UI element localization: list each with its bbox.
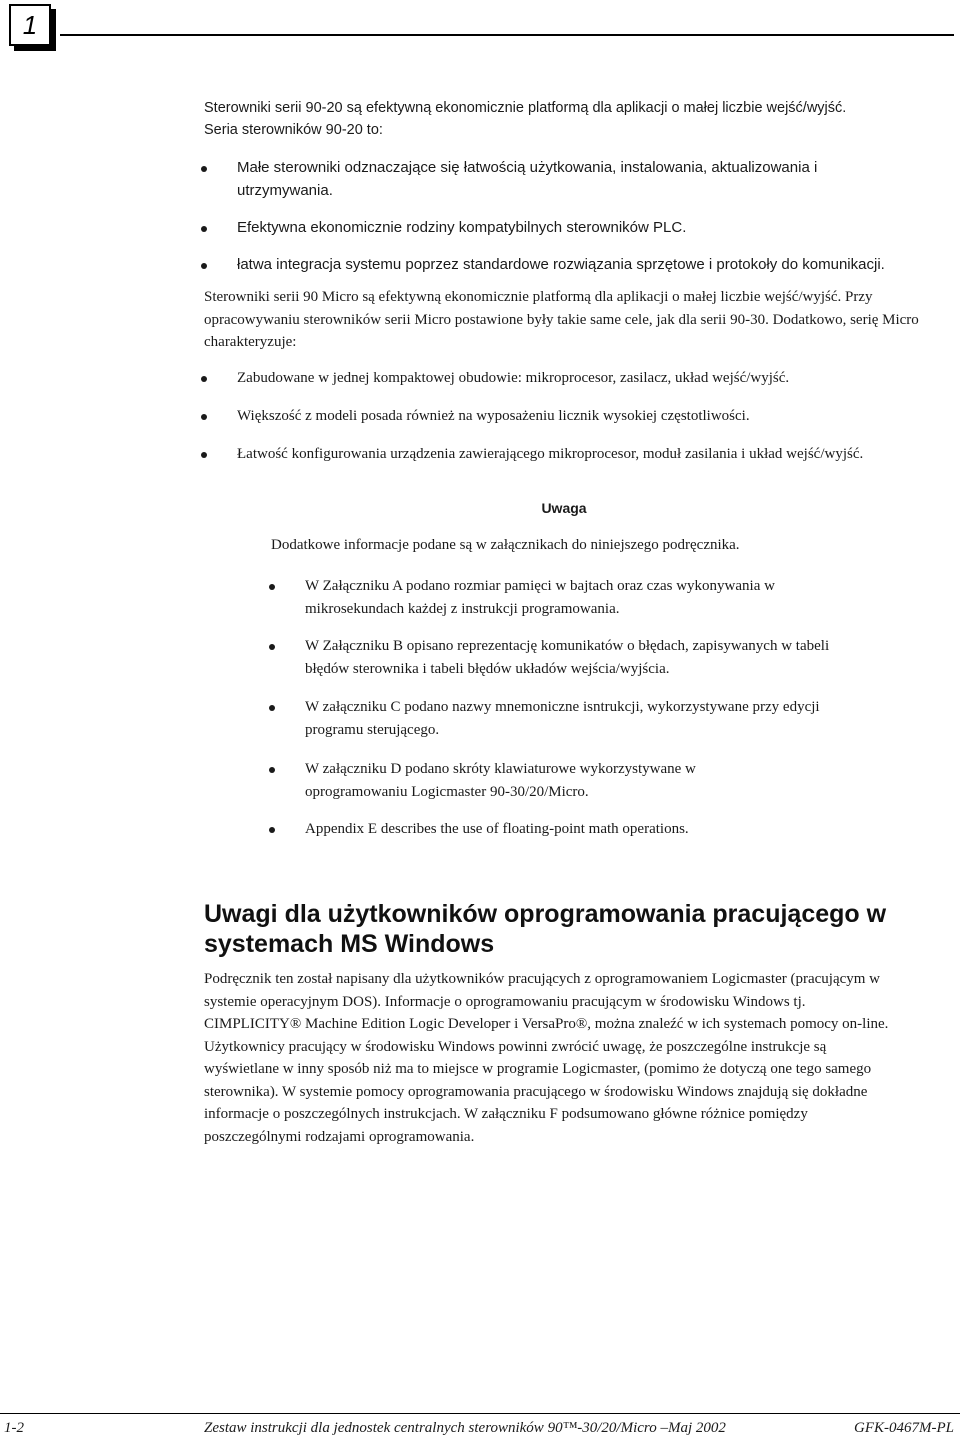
intro-line-2: Seria sterowników 90-20 to: [204, 122, 383, 138]
section-title: Uwagi dla użytkowników oprogramowania pracującego w systemach MS Windows [204, 899, 887, 958]
footer-rule [0, 1413, 960, 1414]
bullet-icon [201, 263, 207, 269]
note-heading: Uwaga [541, 500, 587, 516]
intro-bullet-1 [237, 157, 877, 202]
micro-bullet-text-3: Łatwość konfigurowania urządzenia zawierającego mikroprocesor, moduł zasilania i układ wejść/wyjść. [237, 446, 864, 462]
footer-doc-id: GFK-0467M-PL [854, 1420, 954, 1436]
section-paragraph: Podręcznik ten został napisany dla użytkowników pracujących z oprogramowaniem Logicmaster (pracującym w systemie operacyjnym DOS). Informacje o oprogramowaniu pracującym w środowisku Windows tj. CIMPLICITY® Machine Edition Logic Developer i VersaPro®, można znaleźć w ich systemach pomocy on-line. Użytkownicy pracujący w środowisku Windows powinni zwrócić uwagę, że poszczególne instrukcje są wyświetlane w inny sposób niż ma to miejsce w programie Logicmaster, (pomimo że dotyczą one tego samego sterownika). W systemie pomocy oprogramowania pracującego w środowisku Windows znajdują się dokładne informacje o poszczególnych instrukcjach. W załączniku F podsumowano główne różnice pomiędzy poszczególnymi rodzajami oprogramowania. [204, 971, 889, 1145]
note-bullet-1 [305, 575, 850, 620]
micro-bullet-1 [237, 367, 917, 390]
bullet-icon [201, 376, 207, 382]
note-bullet-text-4: W załączniku D podano skróty klawiaturowe wykorzystywane w oprogramowaniu Logicmaster 90-30/20/Micro. [305, 761, 696, 800]
header-rule [60, 34, 954, 36]
note-bullet-text-1: W Załączniku A podano rozmiar pamięci w bajtach oraz czas wykonywania w mikrosekundach każdej z instrukcji programowania. [305, 578, 775, 617]
footer-page-number: 1-2 [4, 1420, 24, 1436]
note-bullet-text-5: Appendix E describes the use of floating-point math operations. [305, 821, 689, 837]
note-bullet-4 [305, 758, 765, 803]
intro-bullet-3 [237, 254, 937, 277]
micro-bullet-2 [237, 405, 917, 428]
micro-bullet-3 [237, 443, 877, 466]
bullet-icon [201, 414, 207, 420]
note-intro: Dodatkowe informacje podane są w załącznikach do niniejszego podręcznika. [271, 537, 740, 553]
micro-paragraph: Sterowniki serii 90 Micro są efektywną ekonomicznie platformą dla aplikacji o małej liczbie wejść/wyjść. Przy opracowywaniu sterowników serii Micro postawione były takie same cele, jak dla serii 90-30. Dodatkowo, serię Micro charakteryzuje: [204, 289, 919, 350]
chapter-number: 1 [22, 9, 38, 40]
bullet-icon [269, 644, 275, 650]
intro-bullet-text-3: łatwa integracja systemu poprzez standardowe rozwiązania sprzętowe i protokoły do komunikacji. [237, 256, 885, 273]
note-bullet-text-3: W załączniku C podano nazwy mnemoniczne isntrukcji, wykorzystywane przy edycji programu sterującego. [305, 699, 820, 738]
intro-bullet-2 [237, 217, 877, 240]
bullet-icon [269, 827, 275, 833]
intro-line-1: Sterowniki serii 90-20 są efektywną ekonomicznie platformą dla aplikacji o małej liczbie wejść/wyjść. [204, 100, 847, 116]
micro-bullet-text-2: Większość z modeli posada również na wyposażeniu licznik wysokiej częstotliwości. [237, 408, 750, 424]
note-bullet-3 [305, 696, 850, 741]
bullet-icon [269, 584, 275, 590]
micro-bullet-text-1: Zabudowane w jednej kompaktowej obudowie: mikroprocesor, zasilacz, układ wejść/wyjść. [237, 370, 790, 386]
bullet-icon [269, 767, 275, 773]
note-bullet-5 [305, 818, 850, 841]
chapter-number-box [9, 4, 51, 46]
bullet-icon [269, 705, 275, 711]
note-bullet-text-2: W Załączniku B opisano reprezentację komunikatów o błędach, zapisywanych w tabeli błędów sterownika i tabeli błędów układów wejścia/wyjścia. [305, 638, 830, 677]
footer-title: Zestaw instrukcji dla jednostek centralnych sterowników 90™-30/20/Micro –Maj 2002 [204, 1420, 726, 1436]
note-bullet-2 [305, 635, 850, 680]
bullet-icon [201, 452, 207, 458]
intro-bullet-text-2: Efektywna ekonomicznie rodziny kompatybilnych sterowników PLC. [237, 219, 687, 236]
intro-bullet-text-1: Małe sterowniki odznaczające się łatwością użytkowania, instalowania, aktualizowania i utrzymywania. [237, 159, 818, 199]
bullet-icon [201, 226, 207, 232]
bullet-icon [201, 166, 207, 172]
